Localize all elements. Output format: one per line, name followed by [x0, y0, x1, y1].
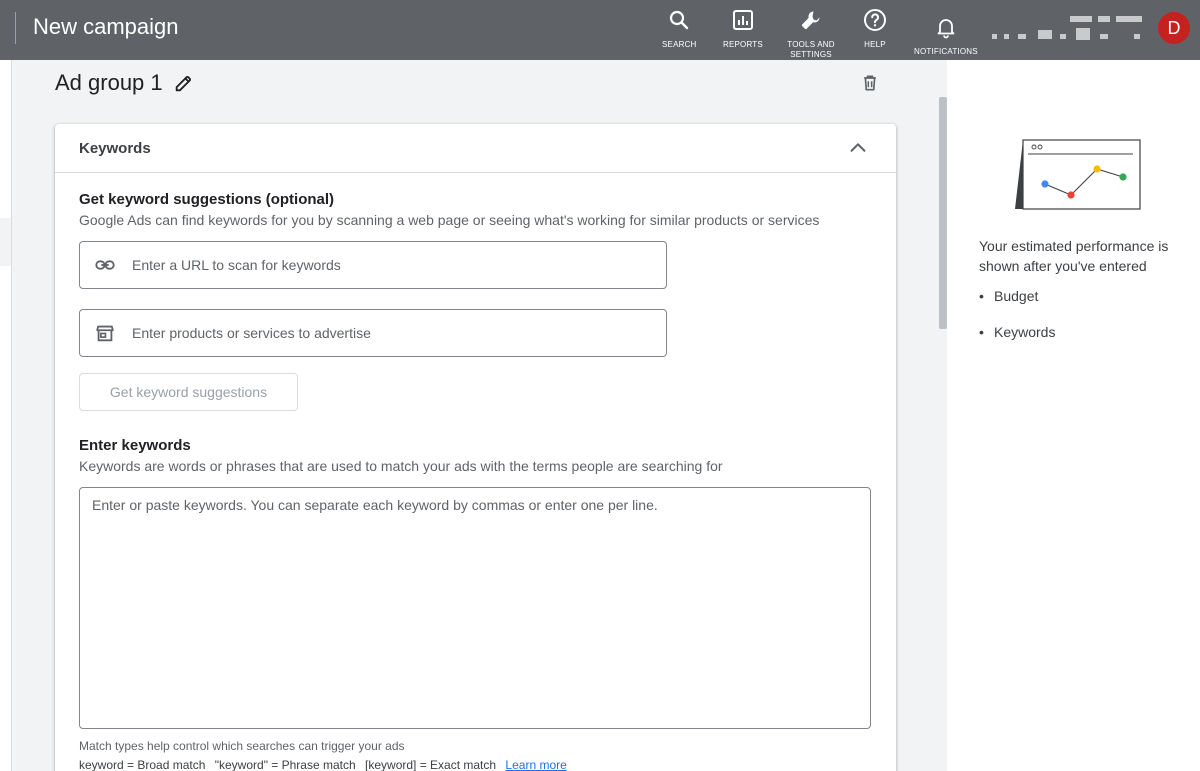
- requirement-keywords: • Keywords: [979, 324, 1055, 360]
- enter-keywords-heading: Enter keywords: [79, 437, 191, 454]
- chevron-up-icon[interactable]: [847, 137, 869, 164]
- keywords-card: [55, 124, 896, 771]
- nav-help-button[interactable]: [863, 8, 887, 50]
- top-app-bar: [0, 0, 1200, 60]
- match-types-help: Match types help control which searches can trigger your ads: [79, 739, 405, 753]
- keywords-textarea[interactable]: [79, 487, 871, 729]
- performance-panel: [947, 60, 1200, 771]
- requirement-budget: • Budget: [979, 288, 1055, 324]
- nav-tools-button[interactable]: [786, 8, 836, 60]
- get-keyword-suggestions-button[interactable]: Get keyword suggestions: [79, 373, 298, 411]
- help-icon: [863, 8, 887, 37]
- wrench-icon: [799, 8, 823, 37]
- keywords-card-header[interactable]: [55, 124, 896, 173]
- chart-dot: [1041, 180, 1048, 187]
- url-scan-input[interactable]: [132, 257, 632, 273]
- learn-more-link[interactable]: Learn more: [505, 758, 567, 771]
- nav-help-label: HELP: [864, 40, 886, 49]
- edit-pencil-icon[interactable]: [173, 72, 195, 94]
- enter-keywords-description: Keywords are words or phrases that are used to match your ads with the terms people are searching for: [79, 458, 723, 474]
- reports-icon: [731, 8, 755, 37]
- products-services-field[interactable]: [79, 309, 667, 357]
- match-types-legend: [79, 758, 573, 771]
- nav-notifications-label: NOTIFICATIONS: [914, 47, 978, 56]
- performance-chart-illustration: [1014, 138, 1142, 215]
- nav-reports-button[interactable]: [723, 8, 763, 50]
- chart-dot: [1119, 173, 1126, 180]
- link-icon: [94, 254, 116, 276]
- phrase-match-text: "keyword" = Phrase match: [214, 758, 356, 771]
- left-navigation-rail: [0, 60, 12, 771]
- suggestions-description: Google Ads can find keywords for you by scanning a web page or seeing what's working for similar products or services: [79, 212, 820, 228]
- account-info-redacted[interactable]: [990, 12, 1145, 44]
- nav-search-label: SEARCH: [662, 40, 697, 49]
- adgroup-title: Ad group 1: [55, 70, 163, 95]
- chart-dot: [1093, 165, 1100, 172]
- delete-trash-icon[interactable]: [860, 73, 880, 93]
- main-scrollbar-thumb[interactable]: [939, 97, 947, 329]
- performance-requirements-list: [979, 288, 1055, 360]
- search-icon: [667, 8, 691, 37]
- chart-dot: [1067, 191, 1074, 198]
- nav-reports-label: REPORTS: [723, 40, 763, 49]
- nav-notifications-button[interactable]: [914, 15, 978, 57]
- adgroup-header: [55, 70, 195, 96]
- products-services-input[interactable]: [132, 325, 632, 341]
- nav-search-button[interactable]: [662, 8, 697, 50]
- storefront-icon: [94, 322, 116, 344]
- performance-message: Your estimated performance is shown after you've entered: [979, 238, 1169, 274]
- page-title: New campaign: [33, 14, 179, 39]
- bell-icon: [934, 15, 958, 44]
- url-scan-field[interactable]: [79, 241, 667, 289]
- account-avatar[interactable]: D: [1158, 12, 1190, 44]
- exact-match-text: [keyword] = Exact match: [365, 758, 497, 771]
- keywords-card-title: Keywords: [79, 140, 151, 157]
- main-content: [12, 60, 947, 771]
- broad-match-text: keyword = Broad match: [79, 758, 206, 771]
- left-rail-step-marker: [0, 218, 11, 266]
- suggestions-heading: Get keyword suggestions (optional): [79, 191, 335, 208]
- topbar-divider: [15, 12, 16, 44]
- nav-tools-label: TOOLS AND SETTINGS: [787, 40, 835, 59]
